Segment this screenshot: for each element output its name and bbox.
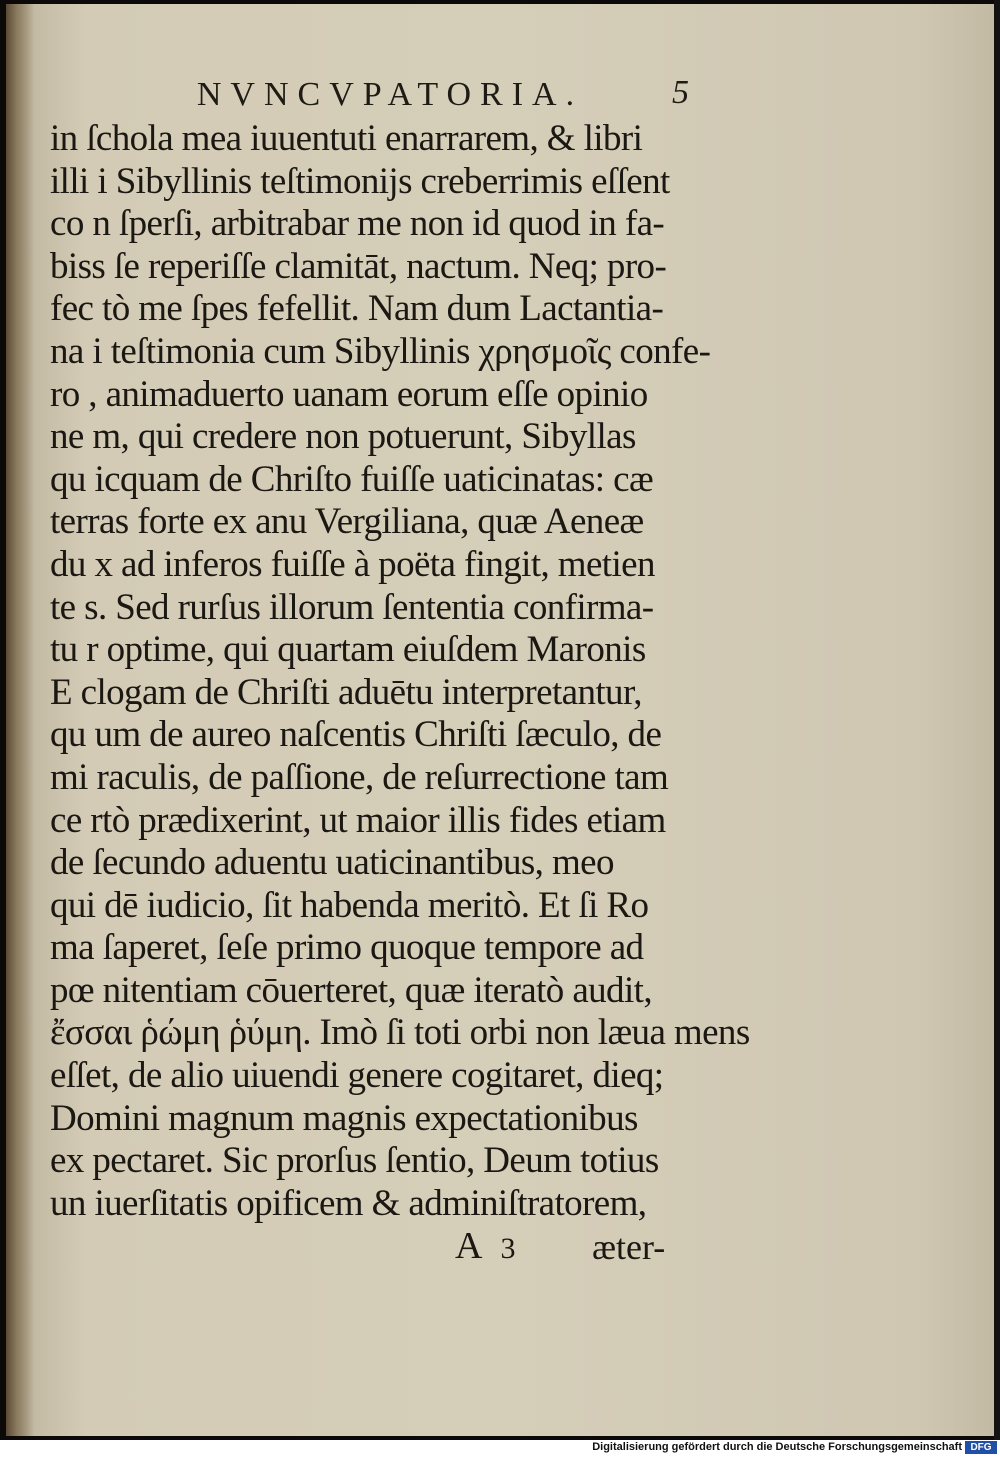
text-line: mi raculis, de paſſione, de reſurrectione tam — [50, 756, 669, 798]
page-gutter-shadow — [6, 4, 34, 1436]
text-line: biss ſe reperiſſe clamitāt, nactum. Neq; pro- — [50, 245, 667, 287]
text-line: pœ nitentiam cōuerteret, quæ iteratò audit, — [50, 969, 652, 1011]
text-line: fec tò me ſpes fefellit. Nam dum Lactantia- — [50, 288, 664, 330]
text-line: ne m, qui credere non potuerunt, Sibyllas — [50, 416, 636, 458]
text-line: terras forte ex anu Vergiliana, quæ Aeneæ — [50, 501, 644, 543]
text-line: in ſchola mea iuuentuti enarrarem, & libri — [50, 118, 643, 159]
text-line: illi i Sibyllinis teſtimonijs creberrimis eſſent — [50, 160, 670, 202]
text-line: ro , animaduerto uanam eorum eſſe opinio — [50, 373, 648, 415]
signature-mark — [455, 1224, 515, 1268]
text-line: na i teſtimonia cum Sibyllinis χρησμοῖς confe- — [50, 330, 711, 372]
text-line: ce rtò prædixerint, ut maior illis fides etiam — [50, 799, 666, 841]
folio-number: 5 — [672, 74, 689, 111]
signature-number: 3 — [500, 1232, 516, 1265]
footer-credit: Digitalisierung gefördert durch die Deutsche Forschungsgemeinschaft — [592, 1441, 962, 1453]
text-line: ex pectaret. Sic prorſus ſentio, Deum totius — [50, 1140, 659, 1182]
signature-letter: A — [455, 1225, 483, 1267]
text-line: qu icquam de Chriſto fuiſſe uaticinatas: cæ — [50, 458, 654, 500]
text-line: te s. Sed rurſus illorum ſententia confirma- — [50, 586, 654, 628]
dfg-logo: DFG — [965, 1441, 997, 1454]
text-line: co n ſperſi, arbitrabar me non id quod in fa- — [50, 203, 665, 245]
text-line: ἔσσαι ῥώμη ῥύμη. Imò ſi toti orbi non læua mens — [50, 1012, 750, 1054]
page-edge — [994, 0, 1000, 1440]
text-line: un iuerſitatis opificem & adminiſtratorem, — [50, 1182, 647, 1224]
text-line: qui dē iudicio, ſit habenda meritò. Et ſi Ro — [50, 884, 649, 926]
text-line: E clogam de Chriſti aduētu interpretantur, — [50, 671, 642, 713]
body-text — [50, 118, 750, 1225]
text-line: de ſecundo aduentu uaticinantibus, meo — [50, 842, 614, 884]
text-line: qu um de aureo naſcentis Chriſti ſæculo, de — [50, 714, 662, 756]
catchword: æter- — [592, 1227, 666, 1267]
text-line: du x ad inferos fuiſſe à poëta fingit, metien — [50, 543, 655, 585]
text-line: tu r optime, qui quartam eiuſdem Maronis — [50, 629, 646, 671]
text-line: eſſet, de alio uiuendi genere cogitaret, dieq; — [50, 1055, 664, 1097]
text-line: Domini magnum magnis expectationibus — [50, 1097, 638, 1139]
text-line: ma ſaperet, ſeſe primo quoque tempore ad — [50, 927, 644, 969]
running-head: NVNCVPATORIA. — [196, 76, 584, 113]
